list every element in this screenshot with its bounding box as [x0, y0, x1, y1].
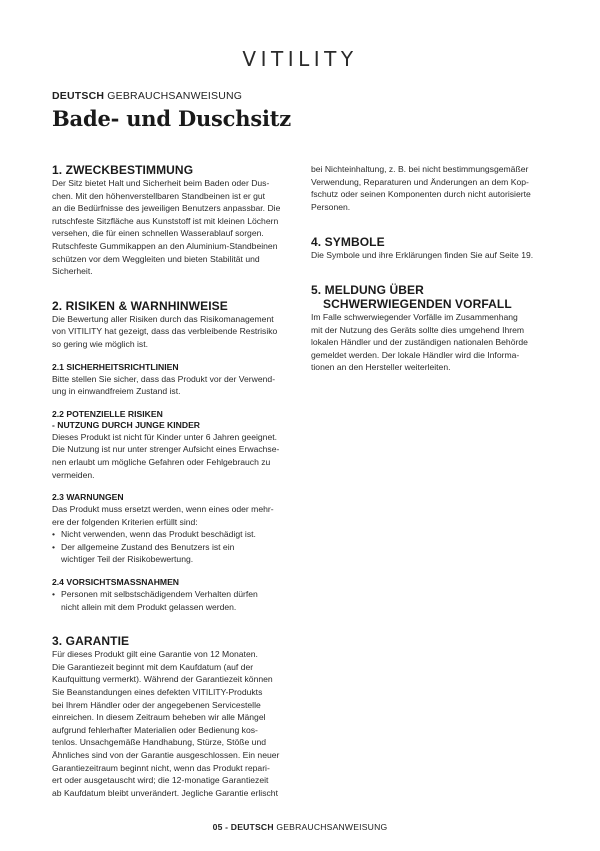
subsection-heading-line-2: - NUTZUNG DURCH JUNGE KINDER — [52, 419, 201, 430]
text-line: • Nicht verwenden, wenn das Produkt beschädigt ist. — [61, 529, 256, 540]
subsection-heading: 2.2 POTENZIELLE RISIKEN — [52, 408, 163, 419]
text-line: Ähnliches sind von der Garantie ausgeschlossen. Ein neuer — [52, 750, 280, 760]
text-line: tionen an den Hersteller weiterleiten. — [311, 362, 451, 373]
text-line: • Personen mit selbstschädigendem Verhalten dürfen — [61, 589, 258, 600]
text-line: fschutz oder seinen Komponenten durch nicht autorisierte — [311, 189, 531, 200]
page-footer — [0, 822, 600, 832]
text-line: Dieses Produkt ist nicht für Kinder unter 6 Jahren geeignet. — [52, 431, 277, 442]
brand-logo: VITILITY — [242, 47, 358, 71]
list-item — [52, 541, 302, 566]
list-item — [52, 528, 302, 541]
subsection-2-3 — [52, 492, 302, 566]
left-column — [52, 163, 302, 799]
text-line: lokalen Händler und der zuständigen nationalen Behörde — [311, 337, 528, 348]
text-line: tenlos. Unsachgemäße Handhabung, Stürze, Stöße und — [52, 737, 267, 748]
subsection-2-2 — [52, 409, 302, 481]
doc-type-label: GEBRAUCHSANWEISUNG — [107, 90, 243, 102]
text-line: so gering wie möglich ist. — [52, 338, 149, 349]
text-line: Verwendung, Reparaturen und Änderungen an dem Kop- — [311, 176, 529, 187]
section-heading: 4. SYMBOLE — [311, 235, 385, 250]
section-heading-line-2 — [311, 297, 561, 311]
text-line: Die Bewertung aller Risiken durch das Risikomanagement — [52, 313, 274, 324]
subsection-heading: 2.1 SICHERHEITSRICHTLINIEN — [52, 361, 179, 372]
text-line: schützen vor dem Weggleiten und bieten Stabilität und — [52, 253, 260, 264]
text-line: Für dieses Produkt gilt eine Garantie von 12 Monaten. — [52, 649, 258, 660]
text-line: Sie Beanstandungen eines defekten VITILITY-Produkts — [52, 687, 263, 698]
page-title: Bade- und Duschsitz — [52, 106, 291, 131]
text-line: wichtiger Teil der Risikobewertung. — [61, 554, 194, 565]
section-heading-text: SCHWERWIEGENDEN VORFALL — [323, 296, 512, 311]
section-3-continued — [311, 163, 561, 213]
page-number: 05 - — [212, 822, 229, 832]
footer-doc-type: GEBRAUCHSANWEISUNG — [276, 822, 388, 832]
text-line: Rutschfeste Gummikappen an den Aluminium-Standbeinen — [52, 240, 278, 251]
text-line: ert oder ausgetauscht wird; die 12-monatige Garantiezeit — [52, 775, 269, 786]
section-body — [311, 311, 561, 374]
text-line: Die Symbole und ihre Erklärungen finden Sie auf Seite 19. — [311, 250, 534, 261]
language-label: DEUTSCH — [52, 90, 105, 102]
text-line: Garantiezeitraum beginnt nicht, wenn das Produkt repari- — [52, 762, 270, 773]
text-line: von VITILITY hat gezeigt, dass das verbleibende Restrisiko — [52, 326, 278, 337]
text-line: nicht allein mit dem Produkt gelassen werden. — [61, 601, 237, 612]
text-line: Personen. — [311, 201, 351, 212]
text-line: rutschfeste Sitzfläche aus Kunststoff ist mit kleinen Löchern — [52, 215, 279, 226]
bullet-list — [52, 588, 302, 613]
section-heading: 3. GARANTIE — [52, 634, 130, 649]
text-line: • Der allgemeine Zustand des Benutzers ist ein — [61, 541, 235, 552]
section-heading: 5. MELDUNG ÜBER — [311, 282, 424, 297]
section-1 — [52, 163, 302, 278]
subsection-body — [52, 373, 302, 398]
text-line: nen erlaubt um mögliche Gefahren oder Fehlgebrauch zu — [52, 456, 271, 467]
list-item — [52, 588, 302, 613]
text-line: vermeiden. — [52, 469, 95, 480]
text-line: bei Nichteinhaltung, z. B. bei nicht bestimmungsgemäßer — [311, 164, 529, 174]
section-body — [52, 177, 302, 278]
section-heading: 2. RISIKEN & WARNHINWEISE — [52, 298, 228, 313]
text-line: Die Nutzung ist nur unter strenger Aufsicht eines Erwachse- — [52, 444, 280, 455]
right-column — [311, 163, 561, 374]
text-line: Im Falle schwerwiegender Vorfälle im Zusammenhang — [311, 311, 518, 322]
section-body — [52, 648, 302, 799]
section-4 — [311, 235, 561, 262]
text-line: bei Ihrem Händler oder der angegebenen Servicestelle — [52, 699, 261, 710]
section-5 — [311, 283, 561, 374]
text-line: einreichen. In diesem Zeitraum beheben wir alle Mängel — [52, 712, 266, 723]
bullet-list — [52, 528, 302, 566]
section-body — [311, 249, 561, 262]
text-line: Die Garantiezeit beginnt mit dem Kaufdatum (auf der — [52, 661, 254, 672]
text-line: versehen, die für einen schnellen Wasserablauf sorgen. — [52, 228, 264, 239]
subsection-body — [52, 431, 302, 481]
text-line: ere der folgenden Kriterien erfüllt sind: — [52, 516, 198, 527]
text-line: Kaufquittung vermerkt). Während der Garantiezeit können — [52, 674, 273, 685]
text-line: an die Bedürfnisse des jeweiligen Benutzers anpassbar. Die — [52, 203, 281, 214]
section-2 — [52, 299, 302, 614]
document-language-line — [52, 90, 242, 102]
section-body — [52, 313, 302, 351]
subsection-body — [52, 503, 302, 528]
text-line: Der Sitz bietet Halt und Sicherheit beim Baden oder Dus- — [52, 178, 270, 188]
text-line: mit der Nutzung des Geräts sollte dies umgehend Ihrem — [311, 324, 525, 335]
subsection-2-4 — [52, 577, 302, 613]
subsection-2-1 — [52, 362, 302, 398]
text-line: chen. Mit den höhenverstellbaren Standbeinen ist er gut — [52, 190, 266, 201]
text-line: aufgrund fehlerhafter Materialien oder Bedienung kos- — [52, 724, 258, 735]
text-line: ung in einwandfreiem Zustand ist. — [52, 386, 181, 397]
footer-language: DEUTSCH — [230, 822, 274, 832]
text-line: Sicherheit. — [52, 266, 93, 277]
subsection-heading: 2.4 VORSICHTSMASSNAHMEN — [52, 577, 180, 588]
subsection-heading: 2.3 WARNUNGEN — [52, 492, 124, 503]
section-heading: 1. ZWECKBESTIMMUNG — [52, 163, 194, 177]
section-3 — [52, 634, 302, 799]
text-line: Bitte stellen Sie sicher, dass das Produkt vor der Verwend- — [52, 373, 276, 384]
text-line: ab Kaufdatum bleibt unverändert. Jegliche Garantie erlischt — [52, 787, 278, 798]
text-line: Das Produkt muss ersetzt werden, wenn eines oder mehr- — [52, 504, 274, 515]
text-line: gemeldet werden. Der lokale Händler wird die Informa- — [311, 349, 520, 360]
